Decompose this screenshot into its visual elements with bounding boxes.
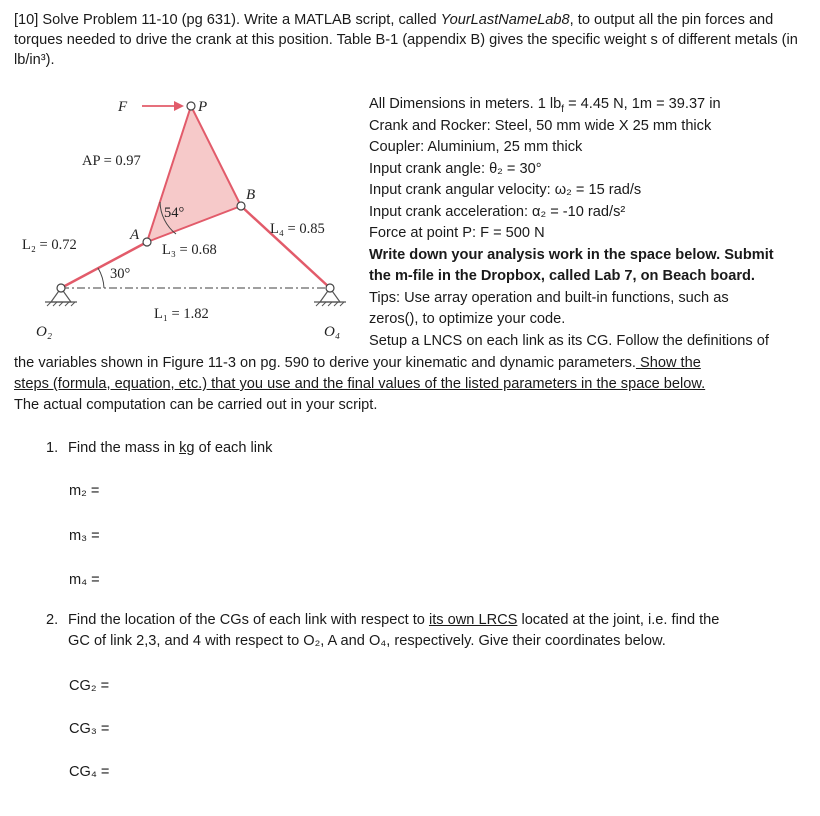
question-2-line-1: 2. Find the location of the CGs of each link with respect to its own LRCS located at the joint, i.e. find the <box>46 612 720 628</box>
label-AP: AP = 0.97 <box>82 153 141 169</box>
spec-dimensions: All Dimensions in meters. 1 $lb_f = 4.45$ N, 1m = 39.37 in <box>369 96 721 115</box>
field-cg3: CG₃ = <box>69 721 110 737</box>
label-O4: O₄ <box>324 324 341 340</box>
intro-text-2: , to output all the pin forces and torques needed to drive the crank at this position. Table B-1 (appendix B) gives the specific weight s of different metals (in lb/in³). <box>14 12 798 68</box>
instruction-bold-1: Write down your analysis work in the space below. Submit <box>369 246 774 263</box>
problem-intro <box>14 10 814 70</box>
tips-line-1: Tips: Use array operation and built-in functions, such as <box>369 289 729 306</box>
joint-A <box>143 238 151 246</box>
force-arrow <box>174 101 184 111</box>
angle-30-arc <box>98 268 104 288</box>
label-L4: L₄ = 0.85 <box>270 221 325 237</box>
label-O2: O₂ <box>36 324 53 340</box>
spec-input-acceleration: Input crank acceleration: α₂ = -10 rad/s² <box>369 203 626 220</box>
setup-line: Setup a LNCS on each link as its CG. Follow the definitions of <box>369 332 769 349</box>
field-m3: m₃ = <box>69 528 100 544</box>
body-line-1: the variables shown in Figure 11-3 on pg. 590 to derive your kinematic and dynamic parameters. Show the <box>14 355 701 371</box>
label-angle-30: 30° <box>110 266 131 282</box>
linkage-diagram <box>14 92 364 350</box>
question-2-line-2: GC of link 2,3, and 4 with respect to O₂, A and O₄, respectively. Give their coordinates below. <box>68 633 666 649</box>
body-line-3: The actual computation can be carried out in your script. <box>14 397 378 413</box>
rocker-link <box>241 206 330 288</box>
label-F: F <box>118 99 128 115</box>
ground-pivot-O4 <box>314 284 346 306</box>
spec-input-angle: Input crank angle: θ₂ = 30° <box>369 160 542 177</box>
instruction-bold-2: the m-file in the Dropbox, called Lab 7, on Beach board. <box>369 268 755 284</box>
spec-coupler: Coupler: Aluminium, 25 mm thick <box>369 139 583 155</box>
joint-P <box>187 102 195 110</box>
tips-line-2: zeros(), to optimize your code. <box>369 311 566 327</box>
field-cg2: CG₂ = <box>69 678 110 694</box>
coupler-triangle <box>147 106 241 242</box>
label-angle-54: 54° <box>164 205 185 221</box>
question-1: 1. Find the mass in kg of each link <box>46 440 273 456</box>
label-B: B <box>246 187 256 203</box>
field-m2: m₂ = <box>69 483 100 499</box>
label-A: A <box>130 227 140 243</box>
intro-text-1: [10] Solve Problem 11-10 (pg 631). Write a MATLAB script, called <box>14 12 441 28</box>
spec-force: Force at point P: F = 500 N <box>369 225 545 241</box>
field-cg4: CG₄ = <box>69 764 110 780</box>
joint-B <box>237 202 245 210</box>
label-L1: L₁ = 1.82 <box>154 306 209 322</box>
script-name: YourLastNameLab8 <box>440 12 570 28</box>
label-P: P <box>198 99 208 115</box>
spec-crank-rocker: Crank and Rocker: Steel, 50 mm wide X 25 mm thick <box>369 117 712 134</box>
label-L3: L₃ = 0.68 <box>162 242 217 258</box>
spec-input-velocity: Input crank angular velocity: ω₂ = 15 rad/s <box>369 182 642 198</box>
field-m4: m₄ = <box>69 572 100 588</box>
label-L2: L₂ = 0.72 <box>22 237 77 253</box>
ground-pivot-O2 <box>45 284 77 306</box>
body-line-2: steps (formula, equation, etc.) that you use and the final values of the listed parameters in the space below. <box>14 376 706 392</box>
spec-list <box>369 94 774 352</box>
